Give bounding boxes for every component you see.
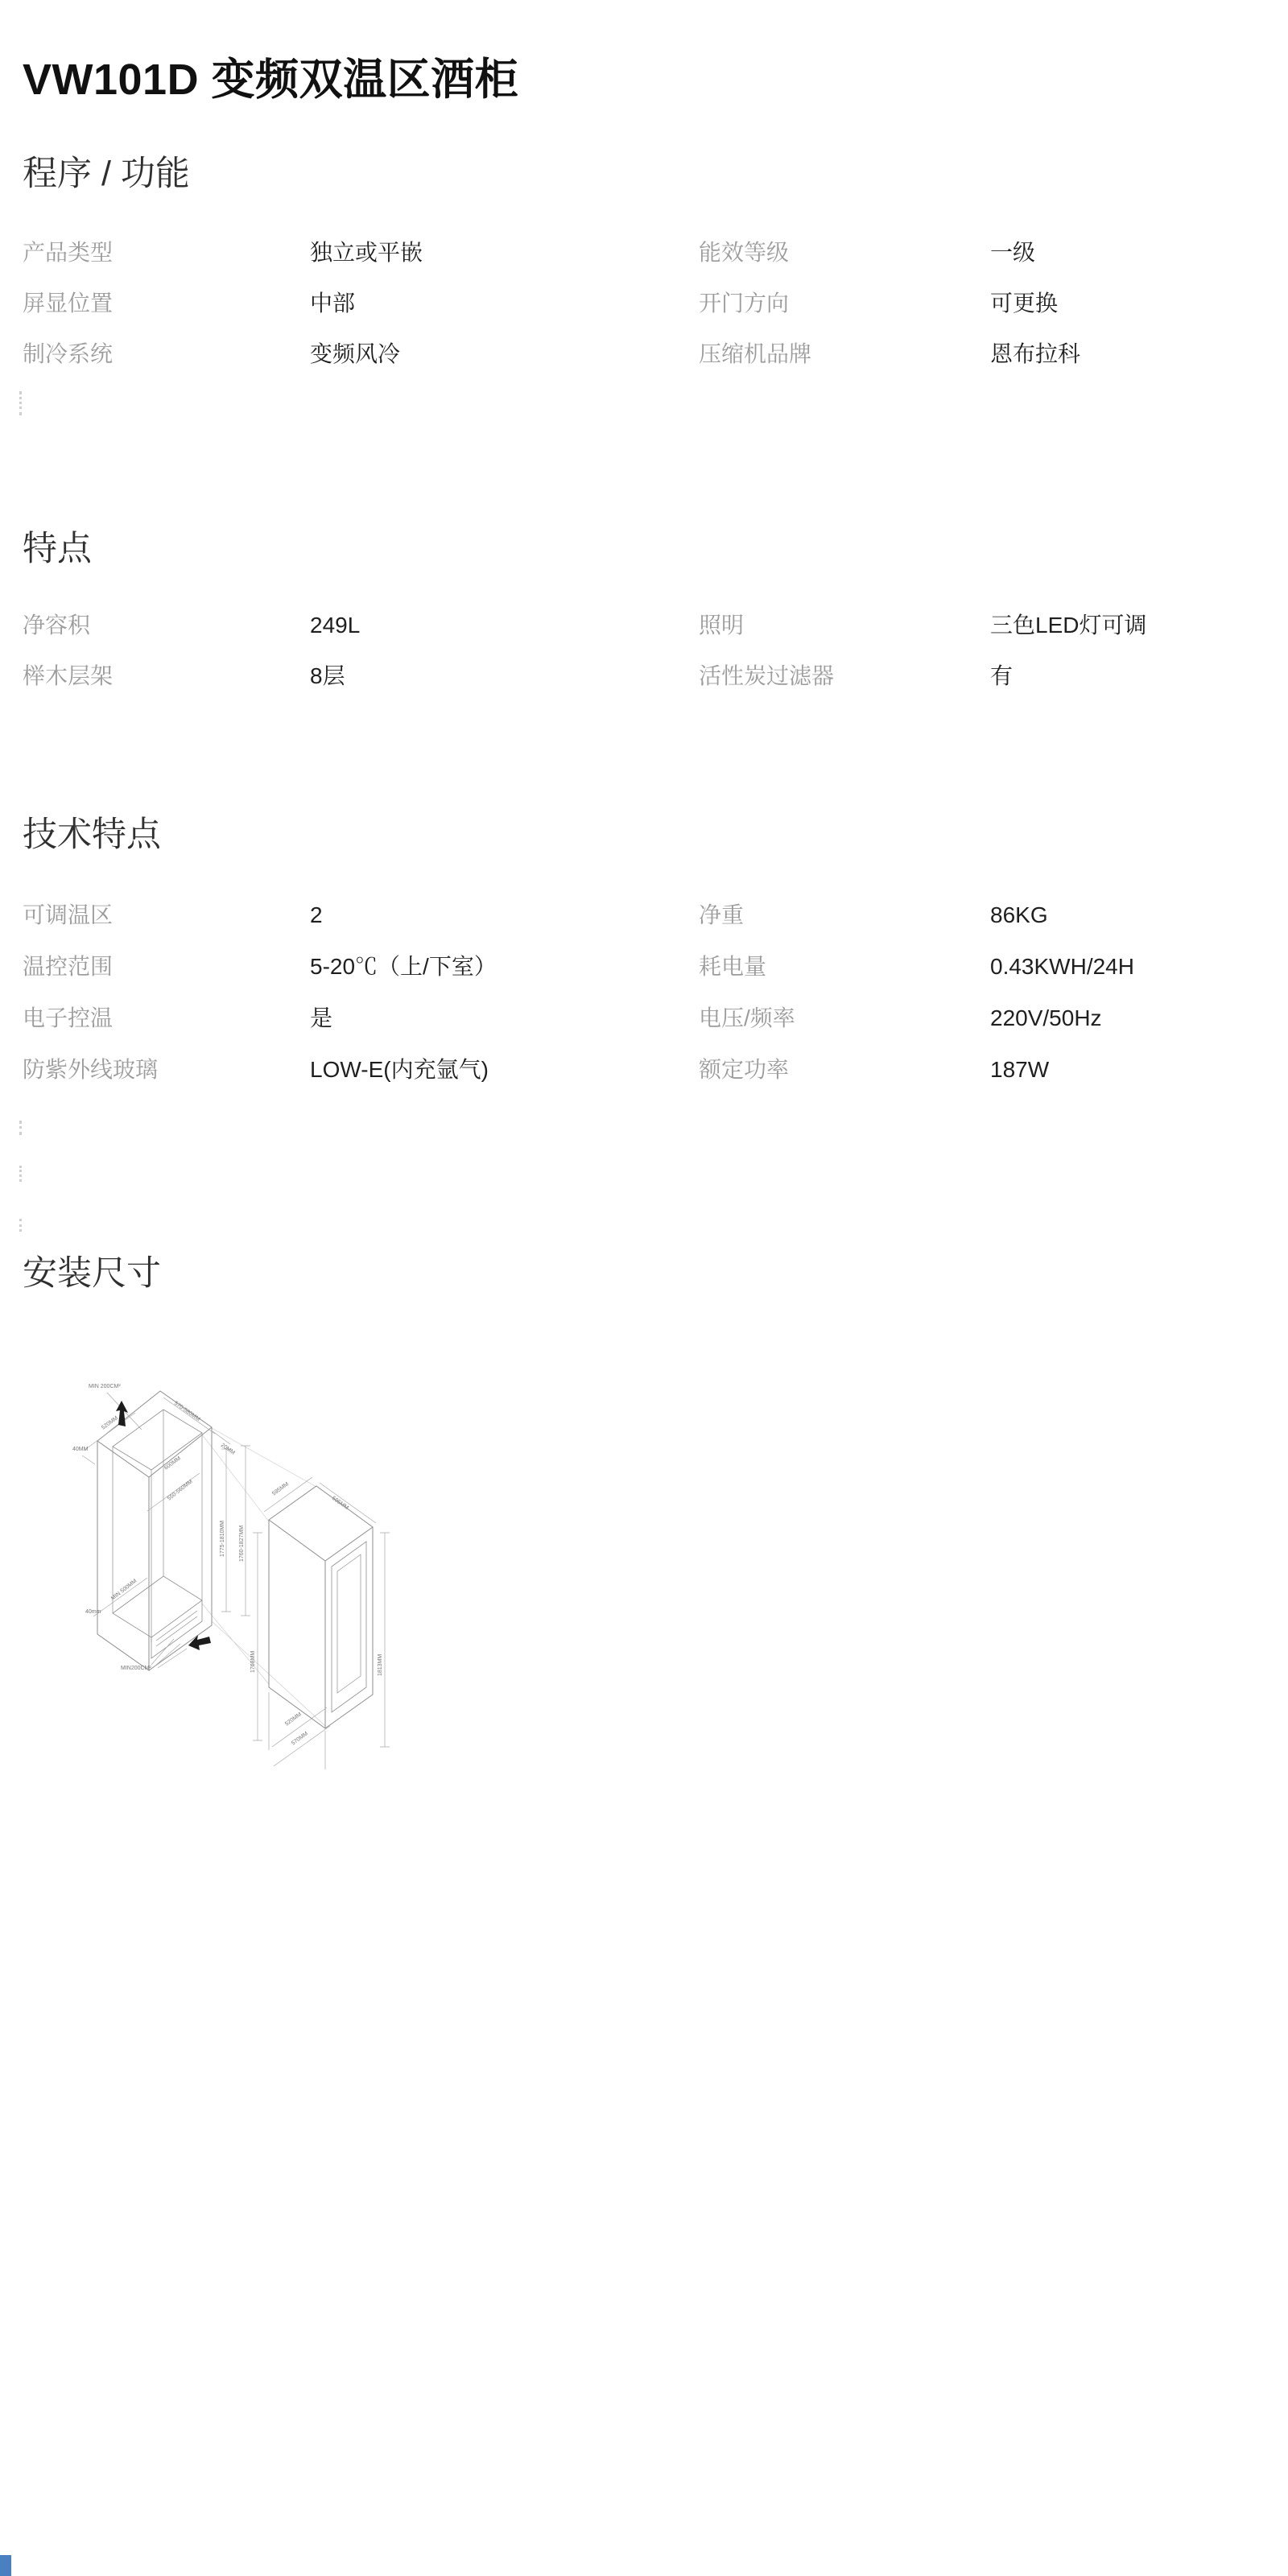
installation-drawing — [71, 1362, 425, 1877]
dim-label-inner-width: 600MM — [163, 1455, 183, 1472]
spec-value: 三色LED灯可调 — [990, 613, 1147, 638]
spec-row — [0, 1056, 1288, 1090]
spec-row — [0, 239, 1288, 273]
spec-value: 恩布拉科 — [990, 341, 1081, 366]
spec-value: 变频风冷 — [310, 341, 401, 366]
spec-row — [0, 663, 1288, 696]
spec-value: 0.43KWH/24H — [990, 954, 1134, 979]
diagram-labels — [72, 1384, 383, 1747]
spec-value: 一级 — [990, 240, 1036, 265]
dim-label-unit-top-depth: 595MM — [271, 1481, 291, 1497]
spec-value: 中部 — [310, 291, 356, 316]
spec-value: 独立或平嵌 — [310, 240, 423, 265]
faint-mark — [19, 1219, 23, 1232]
airflow-arrow-bottom-icon — [188, 1635, 211, 1650]
spec-row — [0, 341, 1288, 374]
spec-row — [0, 1005, 1288, 1038]
spec-value: 187W — [990, 1057, 1050, 1082]
section-heading-program-function: 程序 / 功能 — [23, 155, 190, 193]
spec-label: 榉木层架 — [23, 663, 114, 688]
dim-label-side-clearance: 40MM — [72, 1447, 89, 1452]
faint-mark — [19, 391, 23, 415]
dim-label-niche-top-depth: 520MM — [101, 1415, 120, 1431]
spec-label: 开门方向 — [699, 291, 790, 316]
spec-label: 活性炭过滤器 — [699, 663, 835, 688]
spec-label: 可调温区 — [23, 902, 114, 927]
spec-label: 电压/频率 — [699, 1005, 795, 1030]
spec-row — [0, 902, 1288, 935]
section-heading-features: 特点 — [23, 530, 92, 568]
dim-label-unit-height-overall: 1813MM — [378, 1653, 383, 1676]
spec-value: 2 — [310, 902, 323, 927]
spec-label: 压缩机品牌 — [699, 341, 812, 366]
spec-label: 温控范围 — [23, 954, 114, 979]
installation-diagram — [71, 1362, 425, 1877]
spec-label: 防紫外线玻璃 — [23, 1057, 159, 1082]
spec-label: 制冷系统 — [23, 341, 114, 366]
dim-label-unit-top-width: 595MM — [330, 1495, 349, 1512]
spec-label: 电子控温 — [23, 1005, 114, 1030]
section-heading-technical: 技术特点 — [23, 815, 161, 854]
diagram-niche-lines — [97, 1391, 212, 1670]
spec-label: 额定功率 — [699, 1057, 790, 1082]
spec-value: 有 — [990, 663, 1013, 688]
dim-label-niche-top-width: 570-580MM — [172, 1400, 201, 1423]
spec-value: 86KG — [990, 902, 1048, 927]
spec-label: 产品类型 — [23, 240, 114, 265]
dim-label-vent-bottom: MIN200CM² — [121, 1666, 151, 1671]
dim-label-inner-height: 1775-1810MM — [220, 1520, 225, 1557]
dim-label-inner-depth: 550-560MM — [166, 1479, 194, 1502]
diagram-projection-lines — [202, 1428, 325, 1726]
dim-label-unit-height: 1768MM — [250, 1650, 256, 1673]
faint-mark — [19, 1121, 23, 1135]
page-corner-accent — [0, 2555, 11, 2576]
spec-value: 249L — [310, 613, 361, 638]
spec-value: 5-20℃（上/下室） — [310, 954, 497, 979]
dim-label-front-clearance: MIN 500MM — [109, 1578, 138, 1602]
dim-label-plinth-height: 40mm — [85, 1609, 101, 1615]
spec-row — [0, 953, 1288, 987]
diagram-unit-lines — [269, 1486, 373, 1728]
spec-label: 耗电量 — [699, 954, 767, 979]
spec-value: 可更换 — [990, 291, 1059, 316]
spec-value: 220V/50Hz — [990, 1005, 1102, 1030]
dim-label-unit-depth-body: 520MM — [284, 1711, 303, 1728]
spec-label: 照明 — [699, 613, 745, 638]
dim-label-vent-top: MIN 200CM² — [89, 1384, 121, 1389]
dim-label-unit-depth-door: 570MM — [291, 1731, 310, 1747]
section-heading-installation: 安装尺寸 — [23, 1254, 161, 1293]
faint-mark — [19, 1166, 23, 1182]
spec-label: 能效等级 — [699, 240, 790, 265]
spec-label: 净重 — [699, 902, 745, 927]
dim-label-outer-height: 1760-1827MM — [239, 1525, 245, 1562]
spec-label: 屏显位置 — [23, 291, 114, 316]
page-title: VW101D 变频双温区酒柜 — [23, 56, 519, 104]
diagram-dimension-lines — [82, 1393, 390, 1769]
spec-row — [0, 290, 1288, 324]
dim-label-rear-gap: 20MM — [219, 1442, 236, 1456]
spec-label: 净容积 — [23, 613, 91, 638]
airflow-arrow-top-icon — [116, 1401, 128, 1426]
spec-row — [0, 612, 1288, 646]
spec-value: 8层 — [310, 663, 345, 688]
spec-value: 是 — [310, 1005, 333, 1030]
spec-value: LOW-E(内充氩气) — [310, 1057, 489, 1082]
